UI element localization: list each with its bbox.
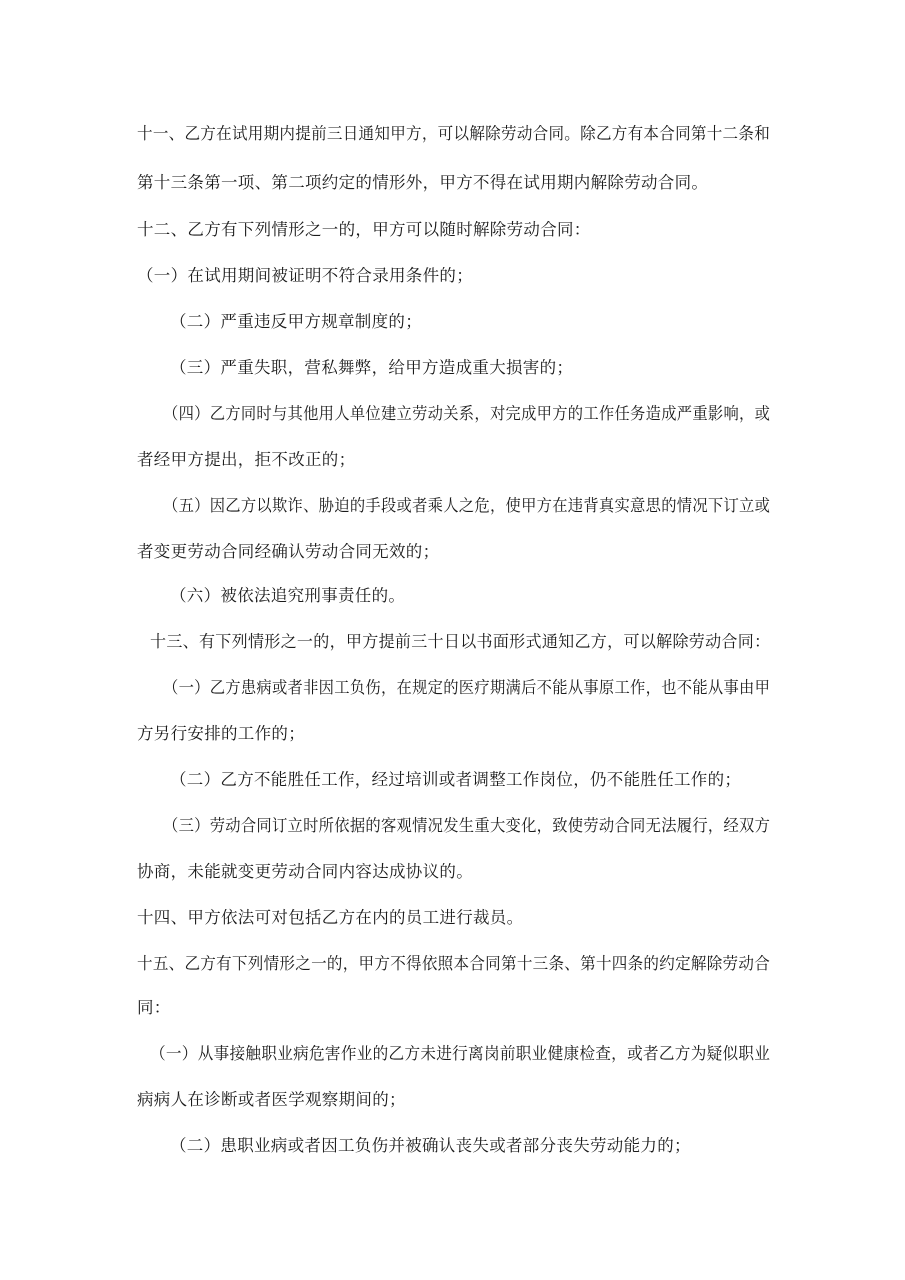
clause-12-item-6: （六）被依法追究刑事责任的。 bbox=[170, 586, 406, 605]
clause-11-line-1: 十一、乙方在试用期内提前三日通知甲方，可以解除劳动合同。除乙方有本合同第十二条和 bbox=[137, 124, 771, 143]
clause-12-item-2: （二）严重违反甲方规章制度的； bbox=[170, 312, 422, 331]
clause-15-item-1-line-2: 病病人在诊断或者医学观察期间的； bbox=[137, 1090, 406, 1109]
clause-12-heading: 十二、乙方有下列情形之一的，甲方可以随时解除劳动合同： bbox=[137, 220, 591, 239]
clause-12-item-4-line-2: 者经甲方提出，拒不改正的； bbox=[137, 450, 356, 469]
clause-13-item-1-line-1: （一）乙方患病或者非因工负伤，在规定的医疗期满后不能从事原工作，也不能从事由甲 bbox=[163, 678, 771, 697]
clause-13-item-2: （二）乙方不能胜任工作，经过培训或者调整工作岗位，仍不能胜任工作的； bbox=[170, 770, 742, 789]
clause-12-item-5-line-1: （五）因乙方以欺诈、胁迫的手段或者乘人之危，使甲方在违背真实意思的情况下订立或 bbox=[163, 496, 771, 515]
clause-15-line-2: 同： bbox=[137, 998, 171, 1017]
clause-13-heading: 十三、有下列情形之一的，甲方提前三十日以书面形式通知乙方，可以解除劳动合同： bbox=[150, 632, 771, 651]
clause-13-item-1-line-2: 方另行安排的工作的； bbox=[137, 724, 305, 743]
clause-12-item-3: （三）严重失职，营私舞弊，给甲方造成重大损害的； bbox=[170, 358, 574, 377]
clause-11-line-2: 第十三条第一项、第二项约定的情形外，甲方不得在试用期内解除劳动合同。 bbox=[137, 173, 709, 192]
clause-12-item-1: （一）在试用期间被证明不符合录用条件的； bbox=[137, 266, 473, 285]
clause-15-line-1: 十五、乙方有下列情形之一的，甲方不得依照本合同第十三条、第十四条的约定解除劳动合 bbox=[137, 954, 771, 973]
clause-13-item-3-line-1: （三）劳动合同订立时所依据的客观情况发生重大变化，致使劳动合同无法履行，经双方 bbox=[163, 816, 771, 835]
clause-12-item-5-line-2: 者变更劳动合同经确认劳动合同无效的； bbox=[137, 542, 440, 561]
clause-14: 十四、甲方依法可对包括乙方在内的员工进行裁员。 bbox=[137, 908, 524, 927]
clause-15-item-1-line-1: （一）从事接触职业病危害作业的乙方未进行离岗前职业健康检查，或者乙方为疑似职业 bbox=[150, 1044, 771, 1063]
clause-12-item-4-line-1: （四）乙方同时与其他用人单位建立劳动关系，对完成甲方的工作任务造成严重影响，或 bbox=[163, 404, 771, 423]
clause-13-item-3-line-2: 协商，未能就变更劳动合同内容达成协议的。 bbox=[137, 862, 473, 881]
clause-15-item-2: （二）患职业病或者因工负伤并被确认丧失或者部分丧失劳动能力的； bbox=[170, 1136, 691, 1155]
